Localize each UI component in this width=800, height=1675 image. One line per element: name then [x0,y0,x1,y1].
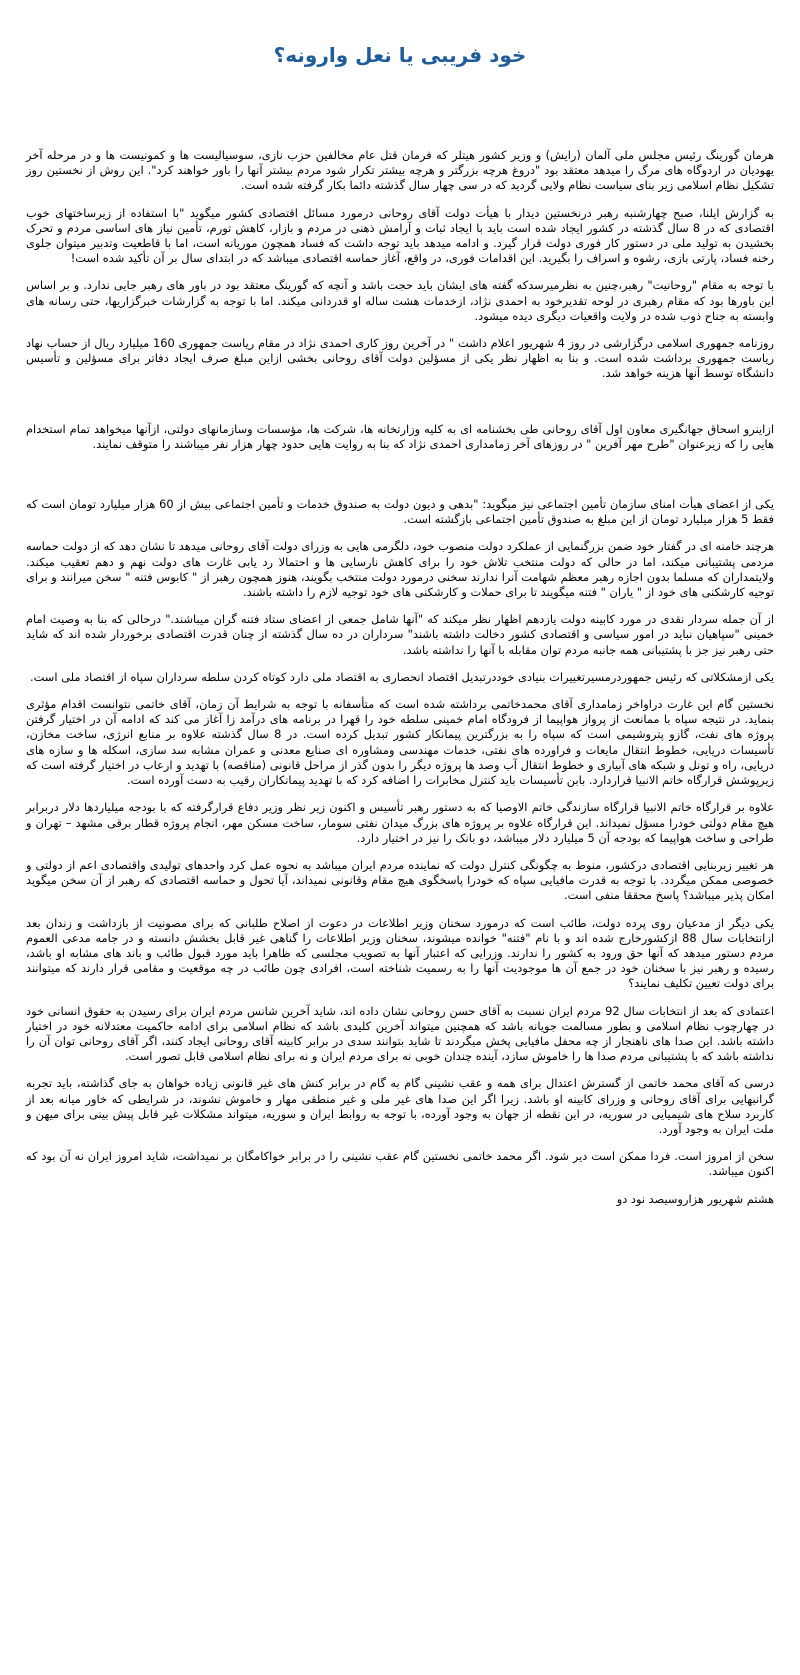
article-title: خود فریبی یا نعل وارونه؟ [273,43,527,67]
paragraph: ازاینرو اسحاق جهانگیری معاون اول آقای روحانی طی بخشنامه ای به کلیه وزارتخانه ها، شرکت ها، مؤسسات وسازمانهای دولتی، ازآنها میخواهد تمام استخدام هایی را که زیرعنوان "طرح مهر آفرین " در روزهای آخر زمامداری احمدی نژاد که بنا به روایت هایی حدود چهار هزار نفر میباشند را متوقف نمایند. [26,421,774,451]
paragraph: یکی از اعضای هیأت امنای سازمان تأمین اجتماعی نیز میگوید: "بدهی و دیون دولت به صندوق خدمات و تأمین اجتماعی بیش از 60 هزار میلیارد تومان است که فقط 5 هزار میلیارد تومان از این مبلغ به صندوق تأمین اجتماعی بازگشته است. [26,497,774,527]
paragraph: علاوه بر قرارگاه خاتم الانبیا قرارگاه سازندگی خاتم الاوصیا که به دستور رهبر تأسیس و اکنون زیر نظر وزیر دفاع قرارگرفته که با بودجه میلیاردها دلار دربرابر هیچ مقام دولتی خودرا مسؤل نمیداند. این قرارگاه علاوه بر پروژه های بزرگ میدان نفتی سومار، ساخت مسکن مهر، انجام پروژه قطار برقی مشهد – تهران و طراحی و ساخت هواپیما که بودجه آن 5 میلیارد دلار میباشد، دو بانک را نیز در اختیار دارد. [26,800,774,845]
paragraph: سخن از امروز است. فردا ممکن است دیر شود. اگر محمد خاتمی نخستین گام عقب نشینی را در برابر خواکامگان بر نمیداشت، شاید امروز ایران نه آن بود که اکنون میباشد. [26,1149,774,1179]
paragraph: از آن جمله سردار نقدی در مورد کابینه دولت یازدهم اظهار نظر میکند که "آنها شامل جمعی از اعضای ستاد فتنه گران میباشند." درحالی که بنا به وصیت امام خمینی "سپاهیان نباید در امور سیاسی و اقتصادی کشور دخالت داشته باشند" سرداران در ده سال گذشته از چنان قدرت اقتصادی برخوردار شده اند که شاید حتی رهبر نیز جز با پشتیبانی همه جانبه مردم توان مقابله با آنها را نداشته باشد. [26,612,774,657]
paragraph: نخستین گام این غارت دراواخر زمامداری آقای محمدخاتمی برداشته شده است که متأسفانه با توجه به شرایط آن زمان، آقای خاتمی نتوانست اقدام مؤثری بنماید. در نتیجه سپاه با ممانعت از پرواز هواپیما از فرودگاه امام خمینی سلطه خود را قهرا در برنامه های درآمد زا آغاز می کند که ادامه آن در اختیار گرفتن پروژه های نفت، گازو پتروشیمی است که سپاه را به بزرگترین پیمانکار کشور تبدیل کرده است. در 8 سال گذشته علاوه بر منابع انرژی، ساخت مخازن، تأسیسات دریایی، خطوط انتقال مایعات و فراورده های نفتی، خدمات مهندسی ومشاوره ای صنایع معدنی و عمران مشابه سد سازی، اسکله ها و سازه های دریایی، راه و تونل و شبکه های آبیاری و خطوط انتقال آب وصد ها پروژه دیگر را بدون گذر از مراحل قانونی (مناقصه) با تهدید و ارعاب در اختیار گرفته است که زیرپوشش قرارگاه خاتم الانبیا قراردارد. بابن تأسیسات باید کنترل مخابرات را اضافه کرد که با تهدید پیمانکاران رقیب به دست آورده است. [26,697,774,788]
paragraph: هر تغییر زیربنایی اقتصادی درکشور، منوط به چگونگی کنترل دولت که نماینده مردم ایران میباشد به نحوه عمل کرد واحدهای تولیدی واقتصادی اعم از دولتی و خصوصی ممکن میگردد. با توجه به قدرت مافیایی سپاه که خودرا پاسخگوی هیچ مقام وقانونی نمیداند، آیا تحول و حماسه اقتصادی که رهبر از آن سخن میگوید امکان پذیر میباشد؟ پاسخ محققا منفی است. [26,857,774,903]
paragraph: هرمان گورینگ رئیس مجلس ملی آلمان (رایش) و وزیر کشور هیتلر که فرمان قتل عام مخالفین حزب نازی، سوسیالیست ها و کمونیست ها و در مرحله آخر یهودیان در اردوگاه های مرگ را میدهد معتقد بود "دروغ هرچه بزرگتر و هرچه بیشتر تکرار شود مردم بیشتر آنها را باور خواهند کرد". این روش از نخستین روز تشکیل نظام اسلامی زیر بنای سیاست نظام ولایی گردید که در سی چهار سال گذشته دائما بکار گرفته شده است. [26,148,774,193]
paragraph: اعتمادی که بعد از انتخابات سال 92 مردم ایران نسبت به آقای حسن روحانی نشان داده اند، شاید آخرین شانس مردم ایران برای رسیدن به حقوق انسانی خود در چهارچوب نظام اسلامی و بطور مسالمت جویانه باشد که همچنین میتواند آخرین کلیدی باشد که نظام اسلامی برای ادامه حاکمیت معتدلانه خود در اختیار داشته باشد. این صدا های ناهنجار از چه محفل مافیایی پخش میگردند تا شاید بتوانند سدی در برابر کابینه آقای روحانی ایجاد کنند، اگر آقای روحانی توان آن را نداشته باشد که با پشتیبانی مردم صدا ها را خاموش سازد، آینده چندان خوبی نه برای مردم ایران و نه برای نظام اسلامی قابل تصور است. [26,1003,774,1064]
paragraph: درسی که آقای محمد خاتمی از گسترش اعتدال برای همه و عقب نشینی گام به گام در برابر کنش های غیر قانونی زیاده خواهان به جای گذاشته، باید تجربه گرانبهایی برای آقای روحانی و وزرای کابینه او باشد. زیرا اگر این صدا های غیر ملی و غیر منطقی مهار و خاموش نشوند، در شرایطی که خاور میانه بعد از کاربرد سلاح های شیمیایی در سوریه، در این نقطه از جهان به وجود آورده، با توجه به روابط ایران و سوریه، میتواند مشکلات غیر قابل پیش بینی برای میهن و ملت ایران به وجود آورد. [26,1076,774,1136]
paragraph: هرچند خامنه ای در گفتار خود ضمن بزرگنمایی از عملکرد دولت منصوب خود، دلگرمی هایی به وزرای دولت آقای روحانی میدهد تا نشان دهد که از دولت حماسه مردمی پشتیبانی میکند، اما در حالی که دولت منتخب تلاش خود را برای کاهش نارسایی ها و احتمالا رد یابی غارت های دولت نهم و دهم تعقیب میکند. ولایتمداران که مسلما بدون اجازه رهبر معظم شهامت آنرا ندارند سخنی درمورد دولت منتخب بگویند، هنوز همچون رهبر از " کابوس فتنه " سخن میرانند و برای توجیه کارشکنی های خود از " یاران " فتنه میگویند تا برای حملات و کارشکنی های خود توجیه لازم را داشته باشند. [26,539,774,600]
paragraph: به گزارش ایلنا، صبح چهارشنبه رهبر درنخستین دیدار با هیأت دولت آقای روحانی درمورد مسائل اقتصادی کشور میگوید "با استفاده از زیرساختهای خوب اقتصادی که در 8 سال گذشته در کشور ایجاد شده است باید با ایجاد ثبات و آرامش ذهنی در مردم و بازار، کاهش تورم، تأمین نیاز های اساسی مردم و تحرک بخشیدن به تولید ملی در دستور کار فوری دولت قرار گیرد. و ادامه میدهد باید توجه داشت که فساد همچون موریانه است، اما با قاطعیت وتدبیر میتوان جلوی رخنه فساد، پارتی بازی، رشوه و اسراف را بگیرید. این اقدامات فوری، در واقع، آغاز حماسه اقتصادی میباشد که در ابتدای سال بر آن تأکید شده است! [26,205,774,266]
paragraph: یکی دیگر از مدعیان روی پرده دولت، طائب است که درمورد سخنان وزیر اطلاعات در دعوت از اصلاح طلبانی که برای مصونیت از بازداشت و زندان بعد ازانتخابات سال 88 ازکشورخارج شده اند و با نام "فتنه" خوانده میشوند، سخنان وزیر اطلاعات را گناهی غیر قابل بخشش دانسته و در جامه مدعی العموم مردم دستور میدهد که آنها حق ورود به کشور را ندارند. وزرایی که اعتبار آنها به تصویب مجلسی که ظاهرا باید مورد قبول طائب و باند های مشابه او باشد، رسیده و رهبر نیز با سخنان خود در جمع آن ها موجودیت آنها را به رسمیت شناخته است، افرادی چون طائب در چه موقعیت و مقامی قرار دارند که میتوانند برای دولت تعیین تکلیف نمایند؟ [26,915,774,991]
article [26,0,774,1207]
date-line: هشتم شهریور هزاروسیصد نود دو [616,1191,774,1206]
paragraph: روزنامه جمهوری اسلامی درگزارشی در روز 4 شهریور اعلام داشت " در آخرین روز کاری احمدی نژاد در مقام ریاست جمهوری 160 میلیارد ریال از حساب نهاد ریاست جمهوری برداشت شده است. و بنا به اظهار نظر یکی از مسؤلین دولت آقای روحانی بخشی ازاین مبلغ صرف ایجاد دفاتر برای مسؤلین و تأسیس دانشگاه توسط آنها هزینه خواهد شد. [26,336,774,381]
paragraph: با توجه به مقام "روحانیت" رهبر،چنین به نظرمیرسدکه گفته های ایشان باید حجت باشد و آنچه که گورینگ معتقد بود در باور های رهبر جایی ندارد. و بر اساس این باورها بود که مقام رهبری در لوحه تقدیرخود به احمدی نژاد، ازخدمات هشت ساله او قدردانی میکند. اما با توجه به گزارشات خبرگزاریها، حتی رسانه های وابسته به جناح ذوب شده در ولایت واقعیات دیگری دیده میشود. [26,278,774,323]
paragraph: یکی ازمشکلاتی که رئیس جمهوردرمسیرتغییرات بنیادی خوددرتبدیل اقتصاد انحصاری به اقتصاد ملی دارد کوتاه کردن سلطه سرداران سپاه از اقتصاد ملی است. [29,669,774,684]
